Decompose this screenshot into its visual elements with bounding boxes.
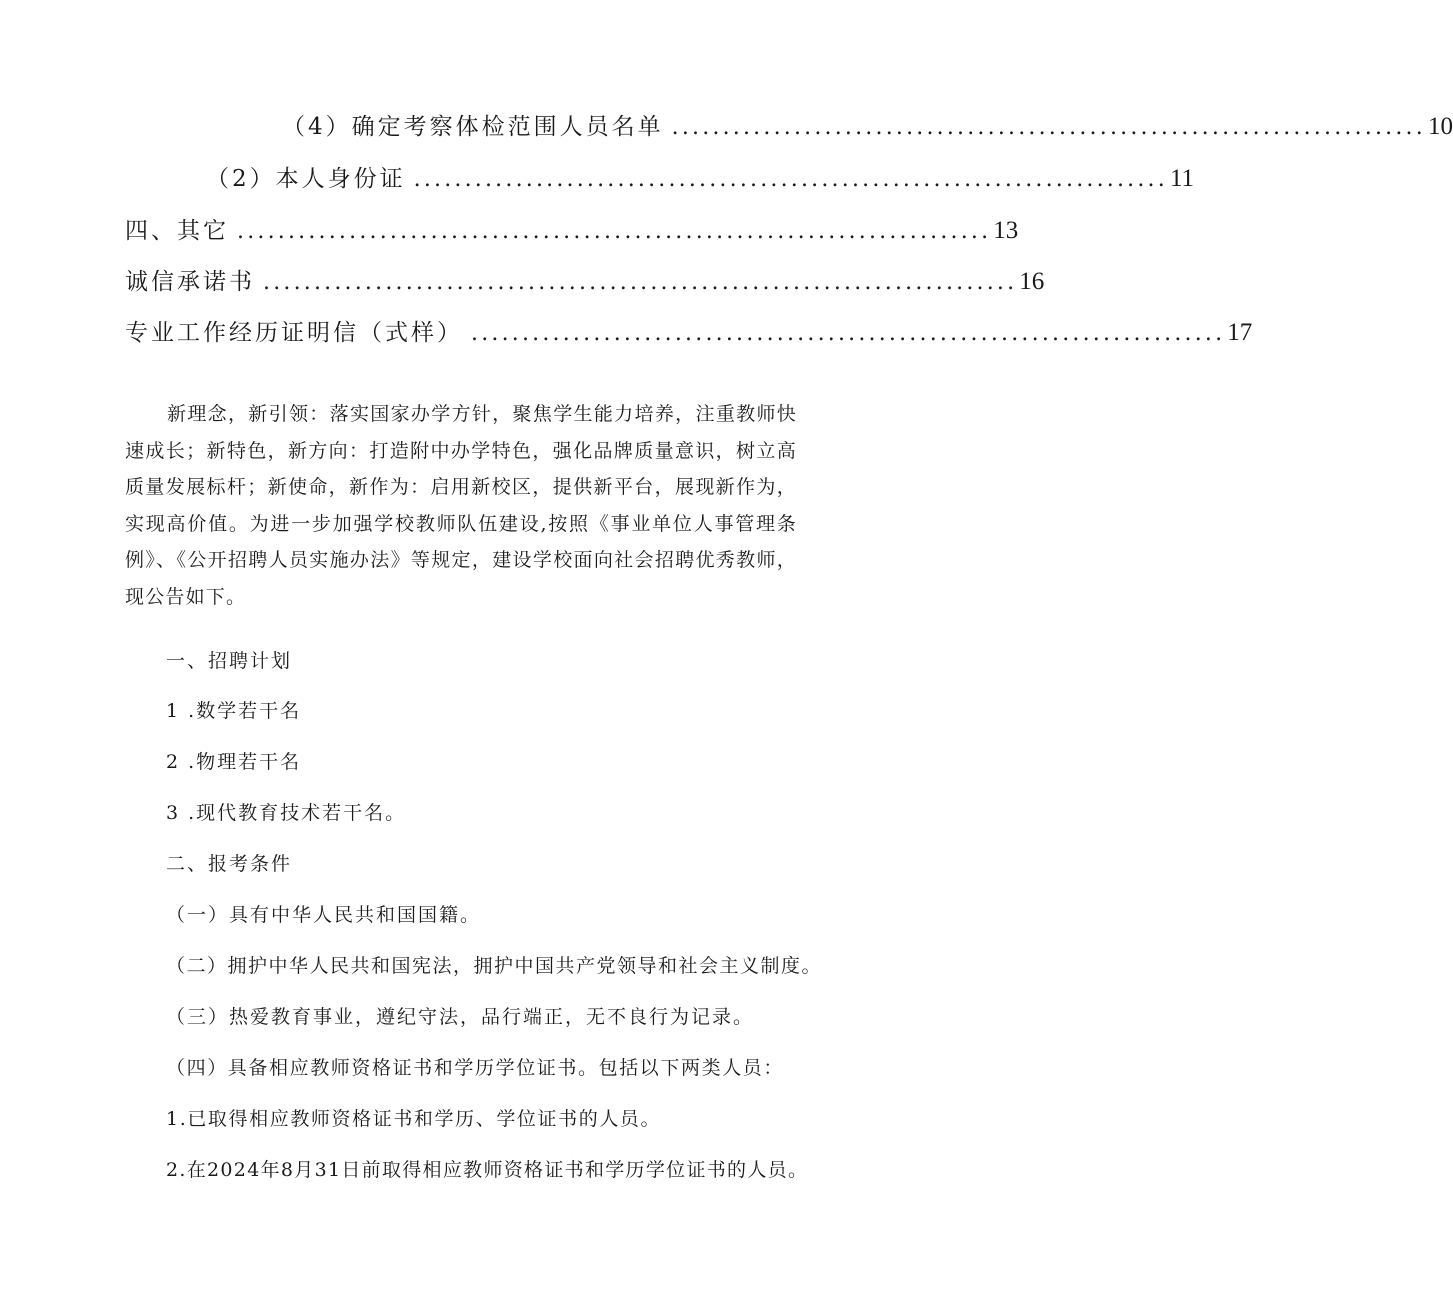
section-heading: 二、报考条件 [166,853,293,875]
toc-entry-page: 13 [993,217,1019,244]
list-item: 1.已取得相应教师资格证书和学历、学位证书的人员。 [166,1108,662,1130]
toc-entry-label: 专业工作经历证明信（式样） [125,320,463,346]
toc-entry-page: 16 [1019,268,1045,295]
toc-entry[interactable] [282,108,1453,141]
list-item: （二）拥护中华人民共和国宪法，拥护中国共产党领导和社会主义制度。 [166,955,823,977]
toc-leader-dots: .......................................................................... [471,321,1226,346]
toc-leader-dots: .......................................................................... [671,115,1426,140]
toc-entry-label: 四、其它 [125,218,229,244]
list-item: 2 .物理若干名 [166,751,302,773]
toc-entry-label: 诚信承诺书 [125,269,255,295]
list-item: 1 .数学若干名 [166,700,302,722]
toc-entry-page: 17 [1227,319,1253,346]
toc-entry-label: （4）确定考察体检范围人员名单 [282,114,664,140]
toc-leader-dots: .......................................................................... [263,270,1018,295]
toc-entry[interactable] [125,314,1253,347]
toc-leader-dots: .......................................................................... [237,219,992,244]
toc-entry[interactable] [206,160,1195,193]
list-item: 3 .现代教育技术若干名。 [166,802,407,824]
toc-entry-label: （2）本人身份证 [206,166,406,192]
toc-entry-page: 11 [1169,165,1195,192]
toc-entry-page: 10 [1427,113,1453,140]
intro-paragraph: 新理念，新引领：落实国家办学方针，聚焦学生能力培养，注重教师快速成长；新特色，新方向：打造附中办学特色，强化品牌质量意识，树立高质量发展标杆；新使命，新作为：启用新校区，提供新平台，展现新作为，实现高价值。为进一步加强学校教师队伍建设,按照《事业单位人事管理条例》、《公开招聘人员实施办法》等规定，建设学校面向社会招聘优秀教师，现公告如下。 [125,403,797,608]
list-item: （一）具有中华人民共和国国籍。 [166,904,482,926]
section-heading: 一、招聘计划 [166,650,293,672]
list-item: （三）热爱教育事业，遵纪守法，品行端正，无不良行为记录。 [166,1006,755,1028]
toc-entry[interactable] [125,263,1045,296]
toc-entry[interactable] [125,212,1019,245]
list-item: 2.在2024年8月31日前取得相应教师资格证书和学历学位证书的人员。 [166,1159,809,1181]
toc-leader-dots: .......................................................................... [413,167,1168,192]
list-item: （四）具备相应教师资格证书和学历学位证书。包括以下两类人员： [166,1057,785,1079]
